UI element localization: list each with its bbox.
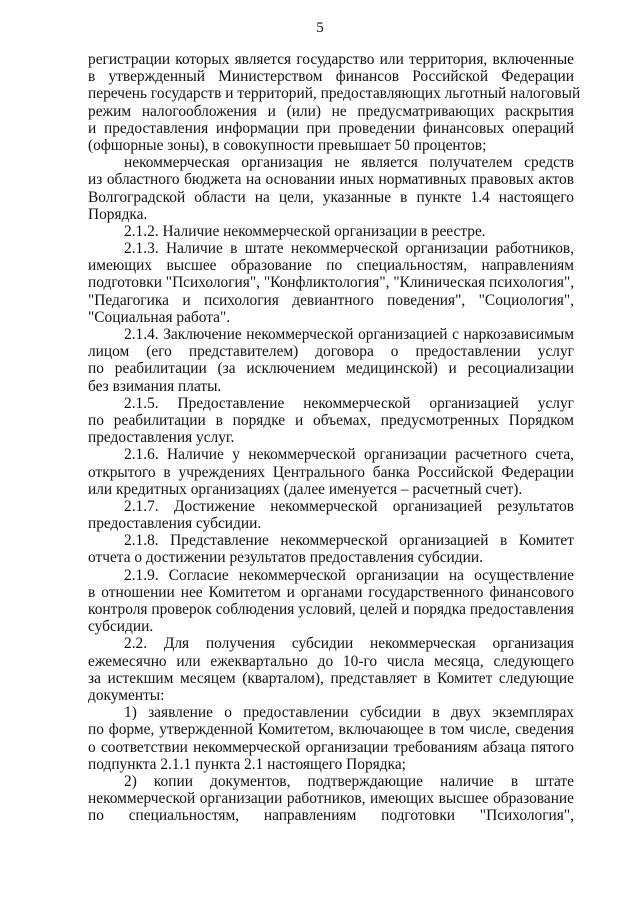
text-line: за истекшим месяцем (кварталом), представляет в Комитет следующие: [88, 669, 574, 687]
paragraph-2-1-9: [88, 567, 574, 636]
text-line: открытого в учреждениях Центрального банка Российской Федерации: [88, 463, 574, 481]
text-line: имеющих высшее образование по специальностям, направлениям: [88, 257, 574, 275]
text-line: Порядка.: [88, 205, 148, 223]
text-line: о соответствии некоммерческой организации требованиям абзаца пятого: [88, 738, 574, 756]
text-line: из областного бюджета на основании иных нормативных правовых актов: [88, 171, 574, 189]
text-line: предоставления субсидии.: [88, 515, 262, 533]
paragraph-2-1-2: [88, 223, 574, 240]
paragraph-item-2: [88, 773, 574, 825]
text-line: 2.1.5. Предоставление некоммерческой организацией услуг: [124, 394, 574, 412]
text-line: субсидии.: [88, 618, 154, 636]
paragraph-2-1-6: [88, 446, 574, 498]
text-line: в утвержденный Министерством финансов Российской Федерации: [88, 68, 574, 86]
paragraph-2-1-7: [88, 498, 574, 532]
paragraph-not-recipient: [88, 154, 574, 223]
text-line: подпункта 2.1.1 пункта 2.1 настоящего Порядка;: [88, 755, 406, 773]
text-line: и предоставления информации при проведении финансовых операций: [88, 119, 574, 137]
text-line: некоммерческая организация не является получателем средств: [124, 154, 574, 172]
text-line: (офшорные зоны), в совокупности превышает 50 процентов;: [88, 136, 487, 154]
paragraph-2-1-3: [88, 240, 574, 326]
text-line: 2.1.8. Представление некоммерческой организацией в Комитет: [124, 532, 574, 550]
text-line: "Социальная работа".: [88, 308, 231, 326]
text-line: 2.1.7. Достижение некоммерческой организацией результатов: [124, 497, 574, 515]
text-line: без взимания платы.: [88, 377, 222, 395]
text-line: 2.1.4. Заключение некоммерческой организацией с наркозависимым: [124, 326, 574, 343]
text-line: или кредитных организациях (далее именуется – расчетный счет).: [88, 480, 523, 498]
text-line: 2) копии документов, подтверждающие наличие в штате: [124, 772, 574, 790]
paragraph-item-1: [88, 704, 574, 773]
text-line: контроля проверок соблюдения условий, целей и порядка предоставления: [88, 601, 574, 618]
paragraph-2-1-8: [88, 532, 574, 566]
text-line: по реабилитации в порядке и объемах, предусмотренных Порядком: [88, 411, 574, 429]
text-line: по специальностям, направлениям подготовки "Психология",: [88, 807, 574, 825]
text-line: подготовки "Психология", "Конфликтология", "Клиническая психология",: [88, 274, 575, 292]
text-line: 2.1.2. Наличие некоммерческой организации в реестре.: [124, 222, 486, 240]
paragraph-2-1-4: [88, 326, 574, 395]
text-line: "Педагогика и психология девиантного поведения", "Социология",: [88, 291, 574, 309]
text-line: перечень государств и территорий, предоставляющих льготный налоговый: [88, 85, 581, 103]
text-line: 1) заявление о предоставлении субсидии в двух экземплярах: [124, 704, 574, 722]
text-line: 2.1.9. Согласие некоммерческой организации на осуществление: [124, 566, 574, 584]
text-line: Волгоградской области на цели, указанные в пункте 1.4 настоящего: [88, 188, 574, 206]
text-line: 2.2. Для получения субсидии некоммерческая организация: [124, 635, 574, 653]
text-line: по реабилитации (за исключением медицинской) и ресоциализации: [88, 360, 574, 378]
text-line: 2.1.3. Наличие в штате некоммерческой организации работников,: [124, 240, 574, 258]
paragraph-2-2: [88, 635, 574, 704]
text-line: отчета о достижении результатов предоставления субсидии.: [88, 549, 483, 567]
text-line: ежемесячно или ежеквартально до 10-го числа месяца, следующего: [88, 652, 574, 670]
paragraph-continuation: [88, 51, 581, 154]
text-line: документы:: [88, 686, 165, 704]
text-line: лицом (его представителем) договора о предоставлении услуг: [88, 343, 574, 361]
text-line: регистрации которых является государство или территория, включенные: [88, 51, 574, 68]
text-line: в отношении нее Комитетом и органами государственного финансового: [88, 583, 574, 601]
text-line: по форме, утвержденной Комитетом, включающее в том числе, сведения: [88, 721, 574, 739]
paragraph-2-1-5: [88, 395, 574, 447]
text-line: режим налогообложения и (или) не предусматривающих раскрытия: [88, 102, 574, 120]
page-number: 5: [316, 20, 324, 36]
text-line: предоставления услуг.: [88, 429, 235, 447]
document-body: [88, 51, 581, 825]
text-line: 2.1.6. Наличие у некоммерческой организации расчетного счета,: [124, 446, 574, 464]
text-line: некоммерческой организации работников, имеющих высшее образование: [88, 790, 574, 808]
